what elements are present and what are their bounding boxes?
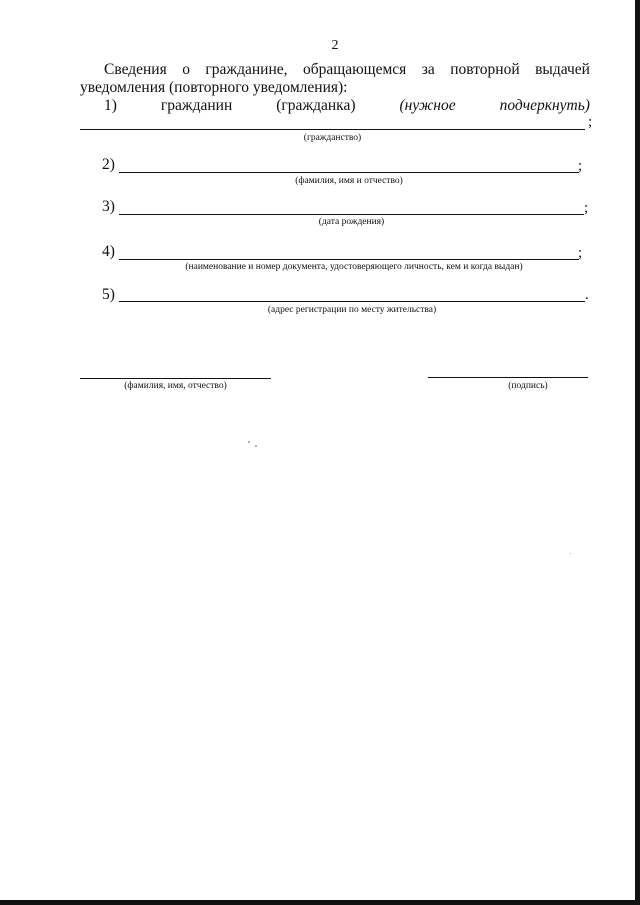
intro-word: гражданине, <box>205 61 288 78</box>
item-3-caption: (дата рождения) <box>318 217 385 227</box>
item-2-fill-line[interactable] <box>119 172 579 173</box>
item-1-row <box>104 97 590 115</box>
item-4-number: 4) <box>102 243 115 260</box>
intro-line-2: уведомления (повторного уведомления): <box>80 79 348 96</box>
item-3-fill-line[interactable] <box>119 214 584 215</box>
item-2-caption: (фамилия, имя и отчество) <box>295 176 403 186</box>
signature-name-caption: (фамилия, имя, отчество) <box>124 381 227 391</box>
intro-paragraph <box>80 61 590 96</box>
intro-line-1 <box>104 61 590 79</box>
item-5-fill-line[interactable] <box>119 301 585 302</box>
item-2-end: ; <box>578 158 583 174</box>
item-2-number: 2) <box>102 156 115 173</box>
item-3-end: ; <box>584 200 589 216</box>
intro-word: о <box>182 61 190 78</box>
item-3-number: 3) <box>102 198 115 215</box>
signature-sign-caption: (подпись) <box>508 381 548 391</box>
item-5-caption: (адрес регистрации по месту жительства) <box>267 305 437 315</box>
intro-word: повторной <box>450 61 520 78</box>
scan-border-bottom <box>0 900 640 905</box>
item-5-number: 5) <box>102 286 115 303</box>
scan-border-right <box>635 0 640 905</box>
scan-speck <box>255 445 257 447</box>
scan-speck <box>248 441 250 443</box>
intro-word: выдачей <box>535 61 590 78</box>
item-1-end: ; <box>588 114 593 130</box>
item-4-caption: (наименование и номер документа, удостоверяющего личность, кем и когда выдан) <box>185 262 523 272</box>
item-4-end: ; <box>578 245 583 261</box>
item-5-end: . <box>585 287 589 303</box>
scan-speck <box>570 553 571 554</box>
page-number: 2 <box>331 38 339 53</box>
item-1-citizen-f-word: (гражданка) <box>276 97 356 114</box>
item-1-note-2: подчеркнуть) <box>499 97 590 114</box>
item-1-caption: (гражданство) <box>303 133 362 143</box>
item-4-fill-line[interactable] <box>119 259 579 260</box>
intro-word: обращающемся <box>303 61 407 78</box>
intro-word: за <box>421 61 435 78</box>
item-1-citizen-word: гражданин <box>160 97 233 114</box>
item-1-note-1: (нужное <box>399 97 456 114</box>
signature-sign-line[interactable] <box>428 377 588 378</box>
item-1-number: 1) <box>104 97 117 114</box>
item-1-fill-line[interactable] <box>80 129 585 130</box>
signature-name-line[interactable] <box>80 378 271 379</box>
intro-word: Сведения <box>104 61 167 78</box>
